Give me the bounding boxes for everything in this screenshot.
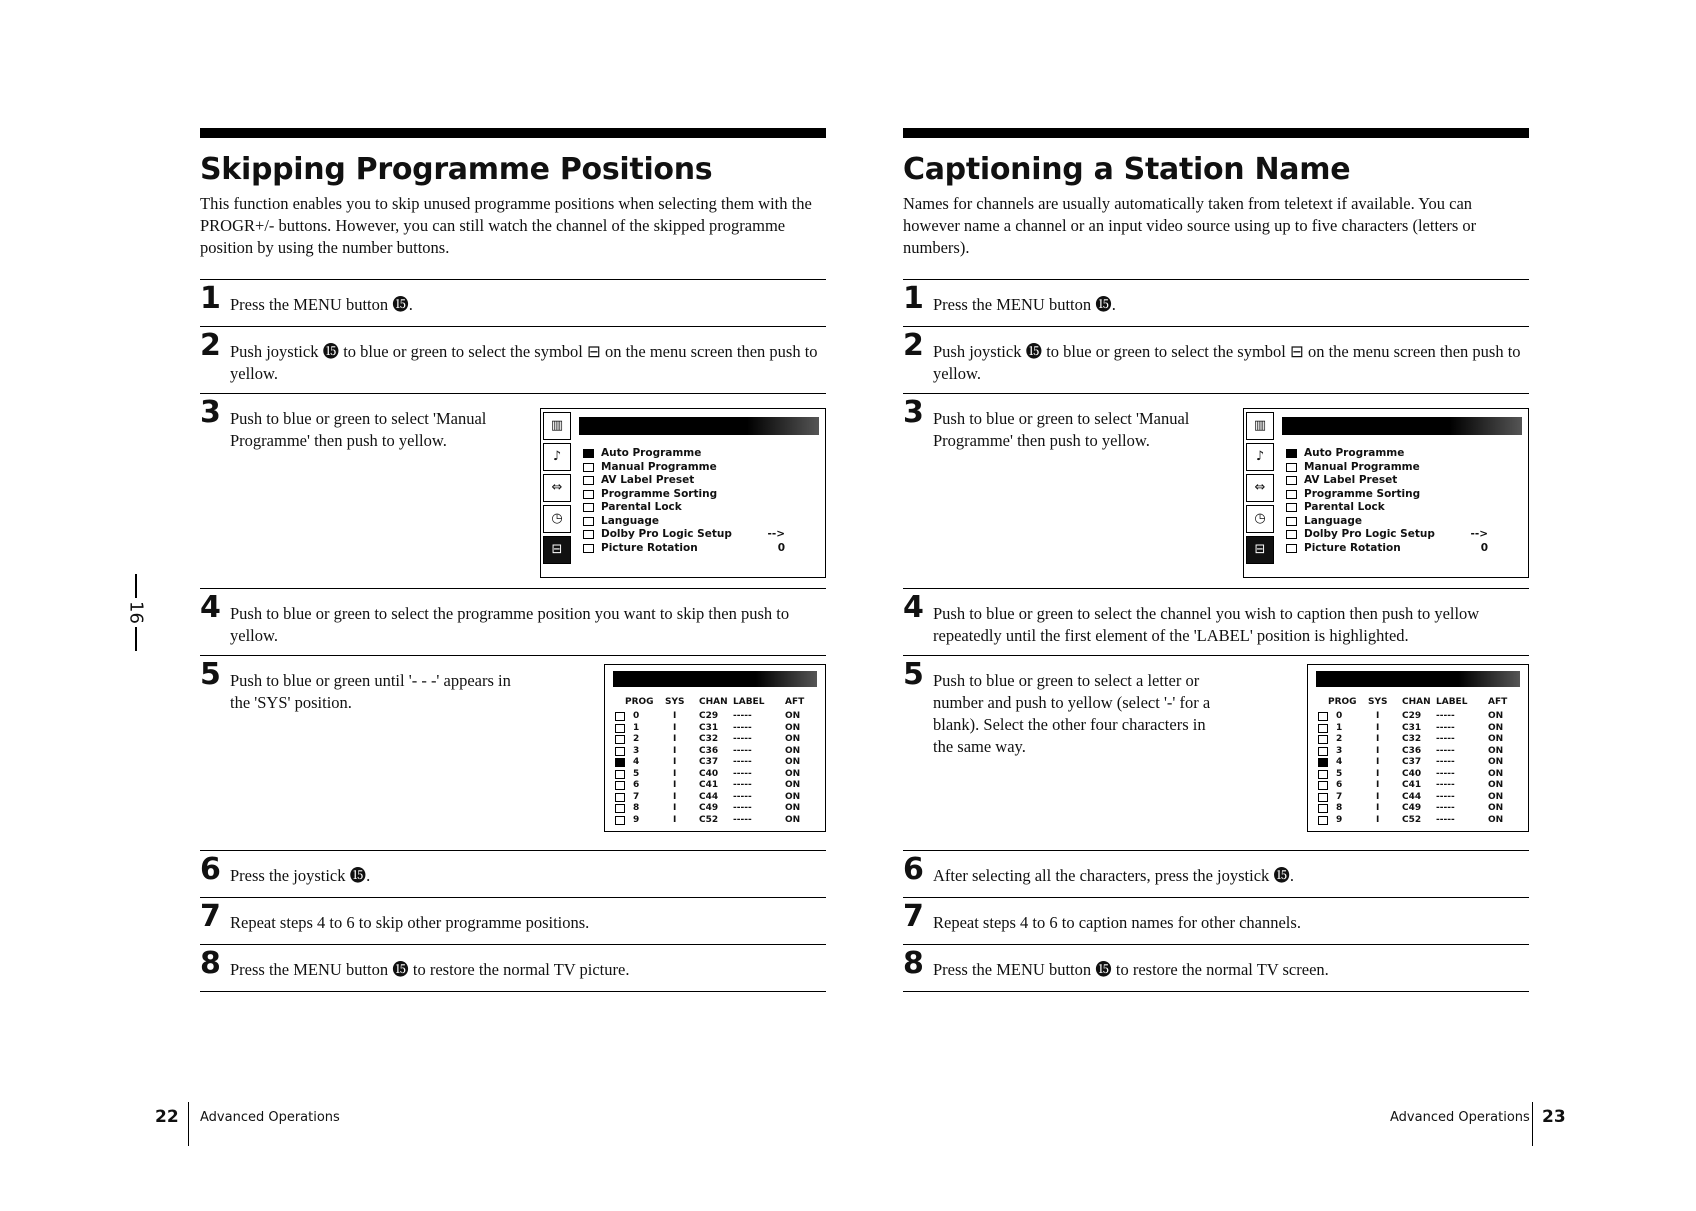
step-4 bbox=[200, 588, 826, 655]
footer-rule-right bbox=[1532, 1102, 1533, 1146]
step-text: Push joystick ⓯ to blue or green to select the symbol ⊟ on the menu screen then push to yellow. bbox=[230, 342, 818, 383]
step-number: 8 bbox=[903, 946, 924, 981]
menu-item: Picture Rotation 0 bbox=[581, 542, 815, 556]
step-text: Press the MENU button ⓯ to restore the normal TV picture. bbox=[230, 960, 630, 979]
table-row: 4 I C37 ----- ON bbox=[1318, 757, 1520, 768]
input-icon: ⇔ bbox=[1246, 474, 1274, 502]
step-7 bbox=[200, 897, 826, 944]
step-8 bbox=[903, 944, 1529, 991]
menu-item: Dolby Pro Logic Setup --> bbox=[1284, 528, 1518, 542]
menu-icon-column bbox=[541, 409, 573, 577]
table-row: 8 I C49 ----- ON bbox=[1318, 803, 1520, 814]
menu-item: Language bbox=[1284, 515, 1518, 529]
table-title-bar bbox=[1316, 671, 1520, 687]
step-text: Push to blue or green to select a letter or number and push to yellow (select '-' for a blank). Select the other four characters in the same way. bbox=[933, 671, 1211, 756]
right-page bbox=[903, 128, 1529, 992]
table-row: 9 I C52 ----- ON bbox=[1318, 815, 1520, 826]
timer-icon: ◷ bbox=[1246, 505, 1274, 533]
step-text: Push joystick ⓯ to blue or green to select the symbol ⊟ on the menu screen then push to yellow. bbox=[933, 342, 1521, 383]
menu-item: Auto Programme bbox=[581, 447, 815, 461]
row-checkbox bbox=[1318, 747, 1328, 756]
step-6 bbox=[200, 850, 826, 897]
table-row: 1 I C31 ----- ON bbox=[615, 723, 817, 734]
table-title-bar bbox=[613, 671, 817, 687]
row-checkbox bbox=[615, 804, 625, 813]
table-row: 2 I C32 ----- ON bbox=[615, 734, 817, 745]
step-number: 3 bbox=[200, 395, 221, 430]
row-checkbox bbox=[615, 712, 625, 721]
step-number: 7 bbox=[200, 899, 221, 934]
side-page-marker bbox=[124, 574, 148, 651]
step-text: Repeat steps 4 to 6 to skip other programme positions. bbox=[230, 913, 590, 932]
menu-item: Manual Programme bbox=[581, 461, 815, 475]
row-checkbox bbox=[1318, 804, 1328, 813]
menu-item: AV Label Preset bbox=[581, 474, 815, 488]
table-row: 3 I C36 ----- ON bbox=[1318, 746, 1520, 757]
table-row: 2 I C32 ----- ON bbox=[1318, 734, 1520, 745]
step-5 bbox=[200, 655, 826, 850]
table-row: 4 I C37 ----- ON bbox=[615, 757, 817, 768]
page-number-right: 23 bbox=[1542, 1107, 1566, 1127]
page-number-left: 22 bbox=[155, 1107, 179, 1127]
menu-item: Parental Lock bbox=[1284, 501, 1518, 515]
menu-screen bbox=[540, 408, 826, 578]
title-rule bbox=[200, 128, 826, 138]
step-text: Push to blue or green to select the programme position you want to skip then push to yellow. bbox=[230, 604, 790, 645]
table-row: 5 I C40 ----- ON bbox=[1318, 769, 1520, 780]
input-icon: ⇔ bbox=[543, 474, 571, 502]
row-checkbox bbox=[1318, 735, 1328, 744]
menu-item: Programme Sorting bbox=[581, 488, 815, 502]
menu-item: Parental Lock bbox=[581, 501, 815, 515]
step-4 bbox=[903, 588, 1529, 655]
step-5 bbox=[903, 655, 1529, 850]
row-checkbox bbox=[1318, 724, 1328, 733]
step-text: Press the MENU button ⓯. bbox=[933, 295, 1116, 314]
row-checkbox bbox=[615, 816, 625, 825]
page-title: Skipping Programme Positions bbox=[200, 152, 713, 187]
table-row: 0 I C29 ----- ON bbox=[615, 711, 817, 722]
sound-icon: ♪ bbox=[1246, 443, 1274, 471]
step-6 bbox=[903, 850, 1529, 897]
menu-icon-column bbox=[1244, 409, 1276, 577]
menu-list bbox=[581, 447, 815, 555]
side-page-number: 16 bbox=[125, 601, 147, 624]
step-text: Push to blue or green to select the channel you wish to caption then push to yellow repeatedly until the first element of the 'LABEL' position is highlighted. bbox=[933, 604, 1480, 645]
step-number: 6 bbox=[200, 852, 221, 887]
row-checkbox bbox=[615, 747, 625, 756]
row-checkbox bbox=[1318, 781, 1328, 790]
step-text: Press the joystick ⓯. bbox=[230, 866, 371, 885]
menu-item: Picture Rotation 0 bbox=[1284, 542, 1518, 556]
row-checkbox bbox=[615, 735, 625, 744]
menu-item: Dolby Pro Logic Setup --> bbox=[581, 528, 815, 542]
step-number: 2 bbox=[200, 328, 221, 363]
step-number: 1 bbox=[903, 281, 924, 316]
table-row: 1 I C31 ----- ON bbox=[1318, 723, 1520, 734]
step-number: 5 bbox=[200, 657, 221, 692]
intro-paragraph: This function enables you to skip unused programme positions when selecting them with the PROGR+/- buttons. However, you can still watch the channel of the skipped programme position by using the number buttons. bbox=[200, 194, 812, 257]
intro-paragraph: Names for channels are usually automatically taken from teletext if available. You can however name a channel or an input video source using up to five characters (letters or numbers). bbox=[903, 194, 1477, 257]
setup-icon: ⊟ bbox=[543, 536, 571, 564]
programme-table-screen bbox=[604, 664, 826, 832]
row-checkbox bbox=[615, 724, 625, 733]
footer-label-right: Advanced Operations bbox=[1390, 1110, 1530, 1125]
step-number: 3 bbox=[903, 395, 924, 430]
picture-icon: ▥ bbox=[543, 412, 571, 440]
step-number: 2 bbox=[903, 328, 924, 363]
step-number: 7 bbox=[903, 899, 924, 934]
sound-icon: ♪ bbox=[543, 443, 571, 471]
menu-title-bar bbox=[579, 417, 819, 435]
menu-item: Programme Sorting bbox=[1284, 488, 1518, 502]
row-checkbox bbox=[615, 758, 625, 767]
row-checkbox bbox=[1318, 758, 1328, 767]
row-checkbox bbox=[615, 793, 625, 802]
table-row: 7 I C44 ----- ON bbox=[615, 792, 817, 803]
step-number: 4 bbox=[200, 590, 221, 625]
row-checkbox bbox=[1318, 712, 1328, 721]
picture-icon: ▥ bbox=[1246, 412, 1274, 440]
page-title: Captioning a Station Name bbox=[903, 152, 1351, 187]
step-3 bbox=[903, 393, 1529, 588]
menu-title-bar bbox=[1282, 417, 1522, 435]
step-number: 1 bbox=[200, 281, 221, 316]
table-row: 7 I C44 ----- ON bbox=[1318, 792, 1520, 803]
menu-item: Auto Programme bbox=[1284, 447, 1518, 461]
table-row: 6 I C41 ----- ON bbox=[615, 780, 817, 791]
row-checkbox bbox=[1318, 793, 1328, 802]
table-row: 9 I C52 ----- ON bbox=[615, 815, 817, 826]
left-page bbox=[200, 128, 826, 992]
step-text: Repeat steps 4 to 6 to caption names for other channels. bbox=[933, 913, 1301, 932]
step-7 bbox=[903, 897, 1529, 944]
timer-icon: ◷ bbox=[543, 505, 571, 533]
menu-item: Language bbox=[581, 515, 815, 529]
row-checkbox bbox=[615, 770, 625, 779]
step-number: 6 bbox=[903, 852, 924, 887]
table-row: 3 I C36 ----- ON bbox=[615, 746, 817, 757]
step-8 bbox=[200, 944, 826, 991]
row-checkbox bbox=[615, 781, 625, 790]
table-header: PROG SYS CHAN LABEL AFT bbox=[1328, 697, 1508, 707]
footer-label-left: Advanced Operations bbox=[200, 1110, 340, 1125]
step-number: 4 bbox=[903, 590, 924, 625]
step-1 bbox=[200, 279, 826, 326]
step-text: Push to blue or green until '- - -' appears in the 'SYS' position. bbox=[230, 671, 511, 712]
table-row: 0 I C29 ----- ON bbox=[1318, 711, 1520, 722]
menu-list bbox=[1284, 447, 1518, 555]
table-row: 6 I C41 ----- ON bbox=[1318, 780, 1520, 791]
row-checkbox bbox=[1318, 816, 1328, 825]
table-row: 8 I C49 ----- ON bbox=[615, 803, 817, 814]
step-3 bbox=[200, 393, 826, 588]
end-rule bbox=[903, 991, 1529, 992]
step-2 bbox=[200, 326, 826, 393]
row-checkbox bbox=[1318, 770, 1328, 779]
step-2 bbox=[903, 326, 1529, 393]
menu-item: AV Label Preset bbox=[1284, 474, 1518, 488]
programme-table-screen bbox=[1307, 664, 1529, 832]
menu-item: Manual Programme bbox=[1284, 461, 1518, 475]
step-text: After selecting all the characters, press the joystick ⓯. bbox=[933, 866, 1295, 885]
menu-screen bbox=[1243, 408, 1529, 578]
setup-icon: ⊟ bbox=[1246, 536, 1274, 564]
step-1 bbox=[903, 279, 1529, 326]
step-text: Push to blue or green to select 'Manual Programme' then push to yellow. bbox=[933, 409, 1190, 450]
end-rule bbox=[200, 991, 826, 992]
step-text: Push to blue or green to select 'Manual Programme' then push to yellow. bbox=[230, 409, 487, 450]
step-number: 5 bbox=[903, 657, 924, 692]
step-number: 8 bbox=[200, 946, 221, 981]
table-row: 5 I C40 ----- ON bbox=[615, 769, 817, 780]
title-rule bbox=[903, 128, 1529, 138]
table-header: PROG SYS CHAN LABEL AFT bbox=[625, 697, 805, 707]
step-text: Press the MENU button ⓯ to restore the normal TV screen. bbox=[933, 960, 1329, 979]
step-text: Press the MENU button ⓯. bbox=[230, 295, 413, 314]
footer-rule-left bbox=[188, 1102, 189, 1146]
